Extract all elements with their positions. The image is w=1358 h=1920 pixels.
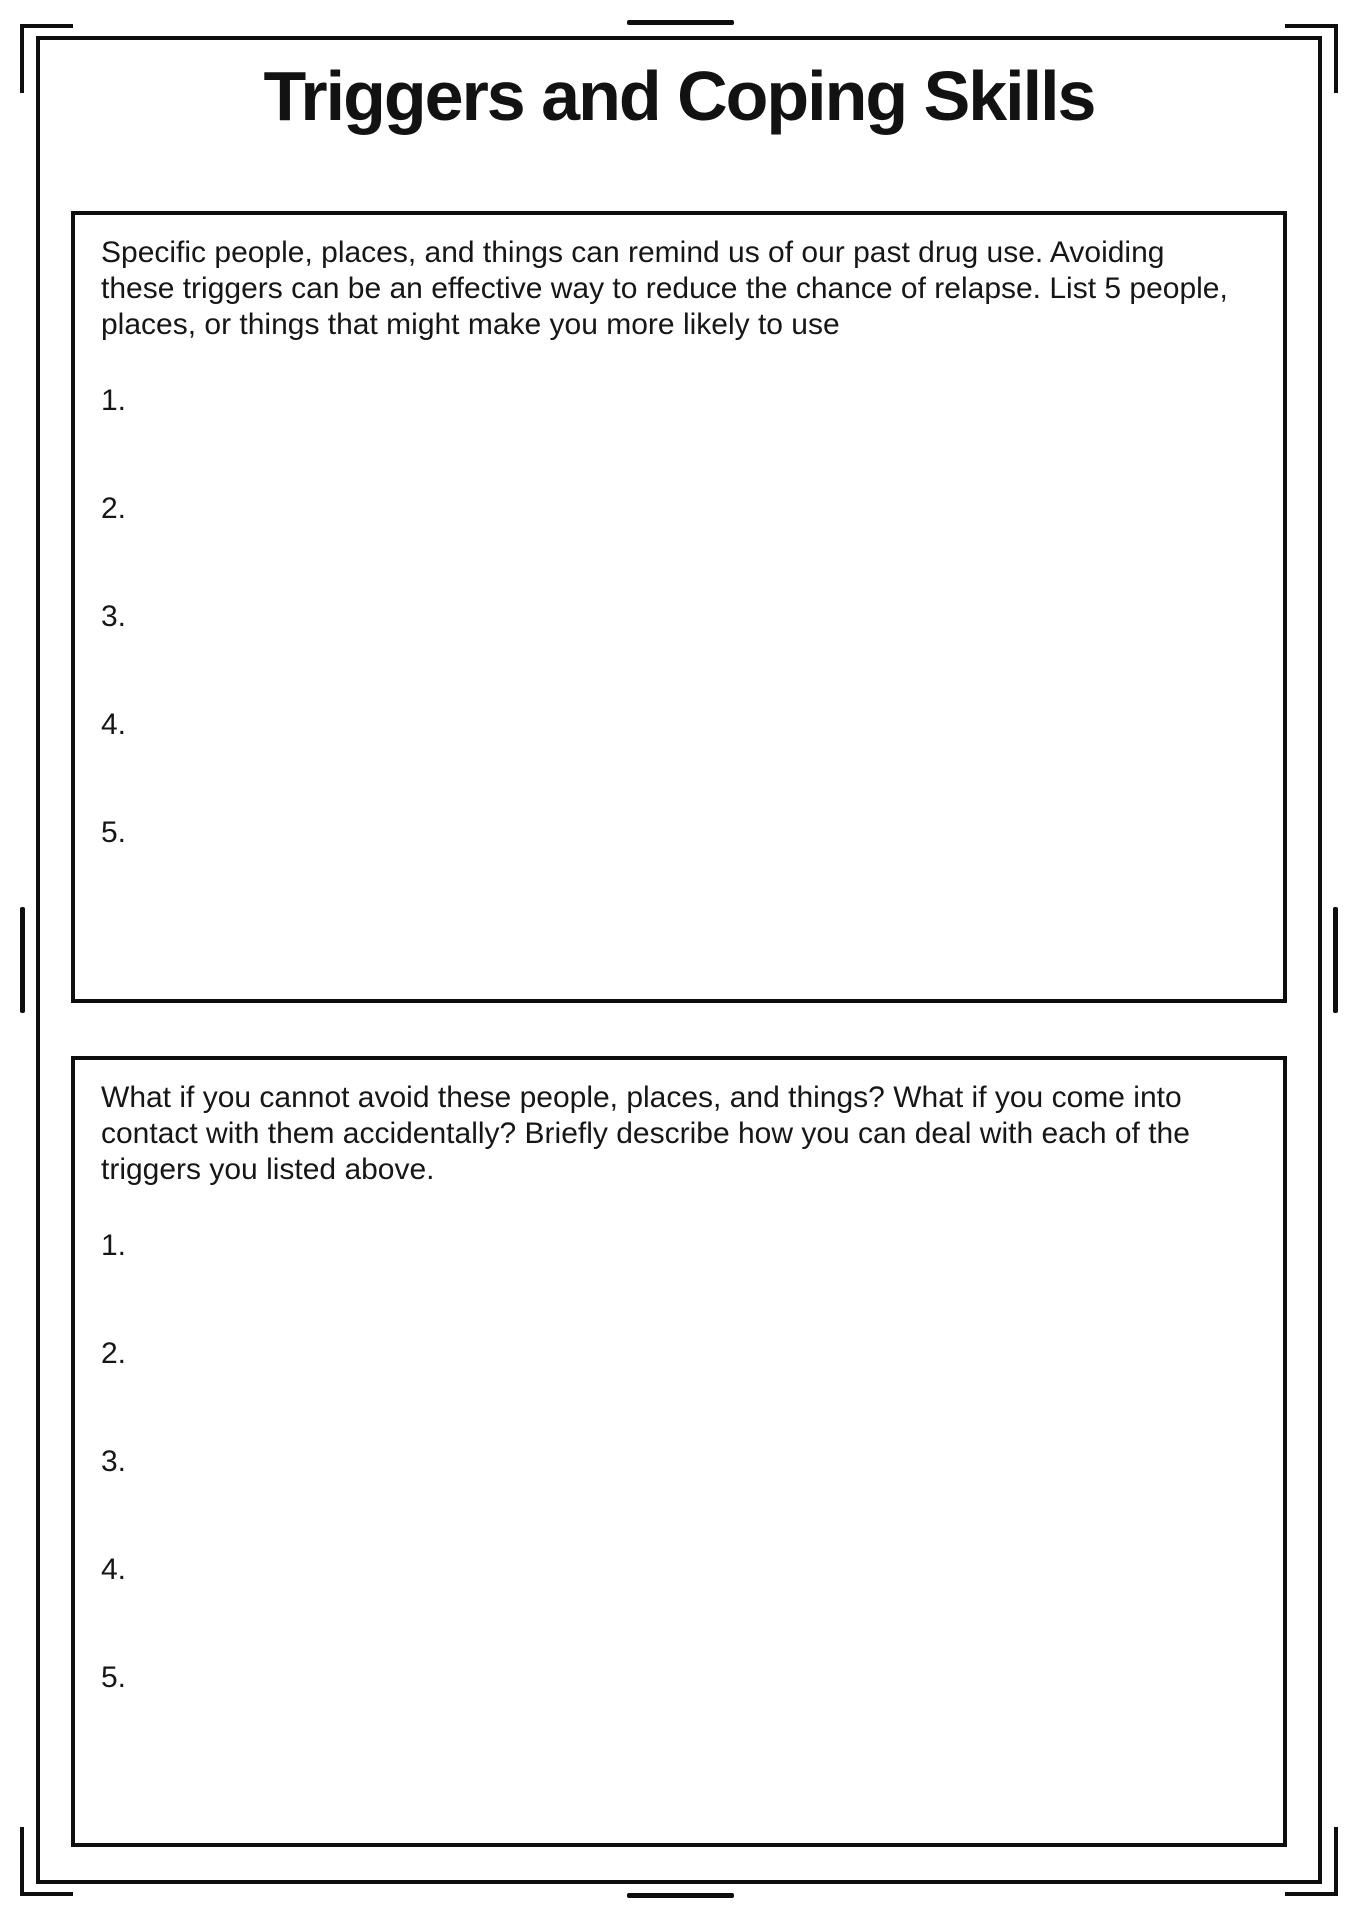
worksheet-title: Triggers and Coping Skills bbox=[263, 57, 1095, 135]
prompt-line: triggers you listed above. bbox=[101, 1153, 435, 1186]
prompt-line: contact with them accidentally? Briefly describe how you can deal with each of the bbox=[101, 1117, 1190, 1150]
triggers-item-4-number: 4. bbox=[101, 708, 127, 741]
corner-bracket-bottom-right bbox=[1285, 1827, 1338, 1896]
right-edge-dash bbox=[1333, 907, 1338, 1013]
triggers-item-1-number: 1. bbox=[101, 384, 127, 417]
prompt-line: Specific people, places, and things can remind us of our past drug use. Avoiding bbox=[101, 236, 1165, 269]
coping-section bbox=[71, 1056, 1287, 1847]
triggers-item-2-number: 2. bbox=[101, 492, 127, 525]
prompt-line: What if you cannot avoid these people, places, and things? What if you come into bbox=[101, 1081, 1182, 1114]
corner-bracket-bottom-left bbox=[20, 1827, 73, 1896]
coping-item-3-number: 3. bbox=[101, 1445, 127, 1478]
prompt-line: these triggers can be an effective way to reduce the chance of relapse. List 5 people, bbox=[101, 272, 1228, 305]
coping-item-4-number: 4. bbox=[101, 1553, 127, 1586]
left-edge-dash bbox=[20, 907, 25, 1013]
triggers-item-3-number: 3. bbox=[101, 600, 127, 633]
bottom-edge-dash bbox=[627, 1893, 734, 1898]
coping-item-1-number: 1. bbox=[101, 1229, 127, 1262]
coping-item-5-number: 5. bbox=[101, 1661, 127, 1694]
top-edge-dash bbox=[627, 20, 734, 25]
coping-prompt bbox=[101, 1080, 1269, 1188]
coping-item-2-number: 2. bbox=[101, 1337, 127, 1370]
prompt-line: places, or things that might make you more likely to use bbox=[101, 308, 840, 341]
triggers-prompt bbox=[101, 235, 1269, 343]
triggers-section bbox=[71, 211, 1287, 1003]
triggers-item-5-number: 5. bbox=[101, 816, 127, 849]
